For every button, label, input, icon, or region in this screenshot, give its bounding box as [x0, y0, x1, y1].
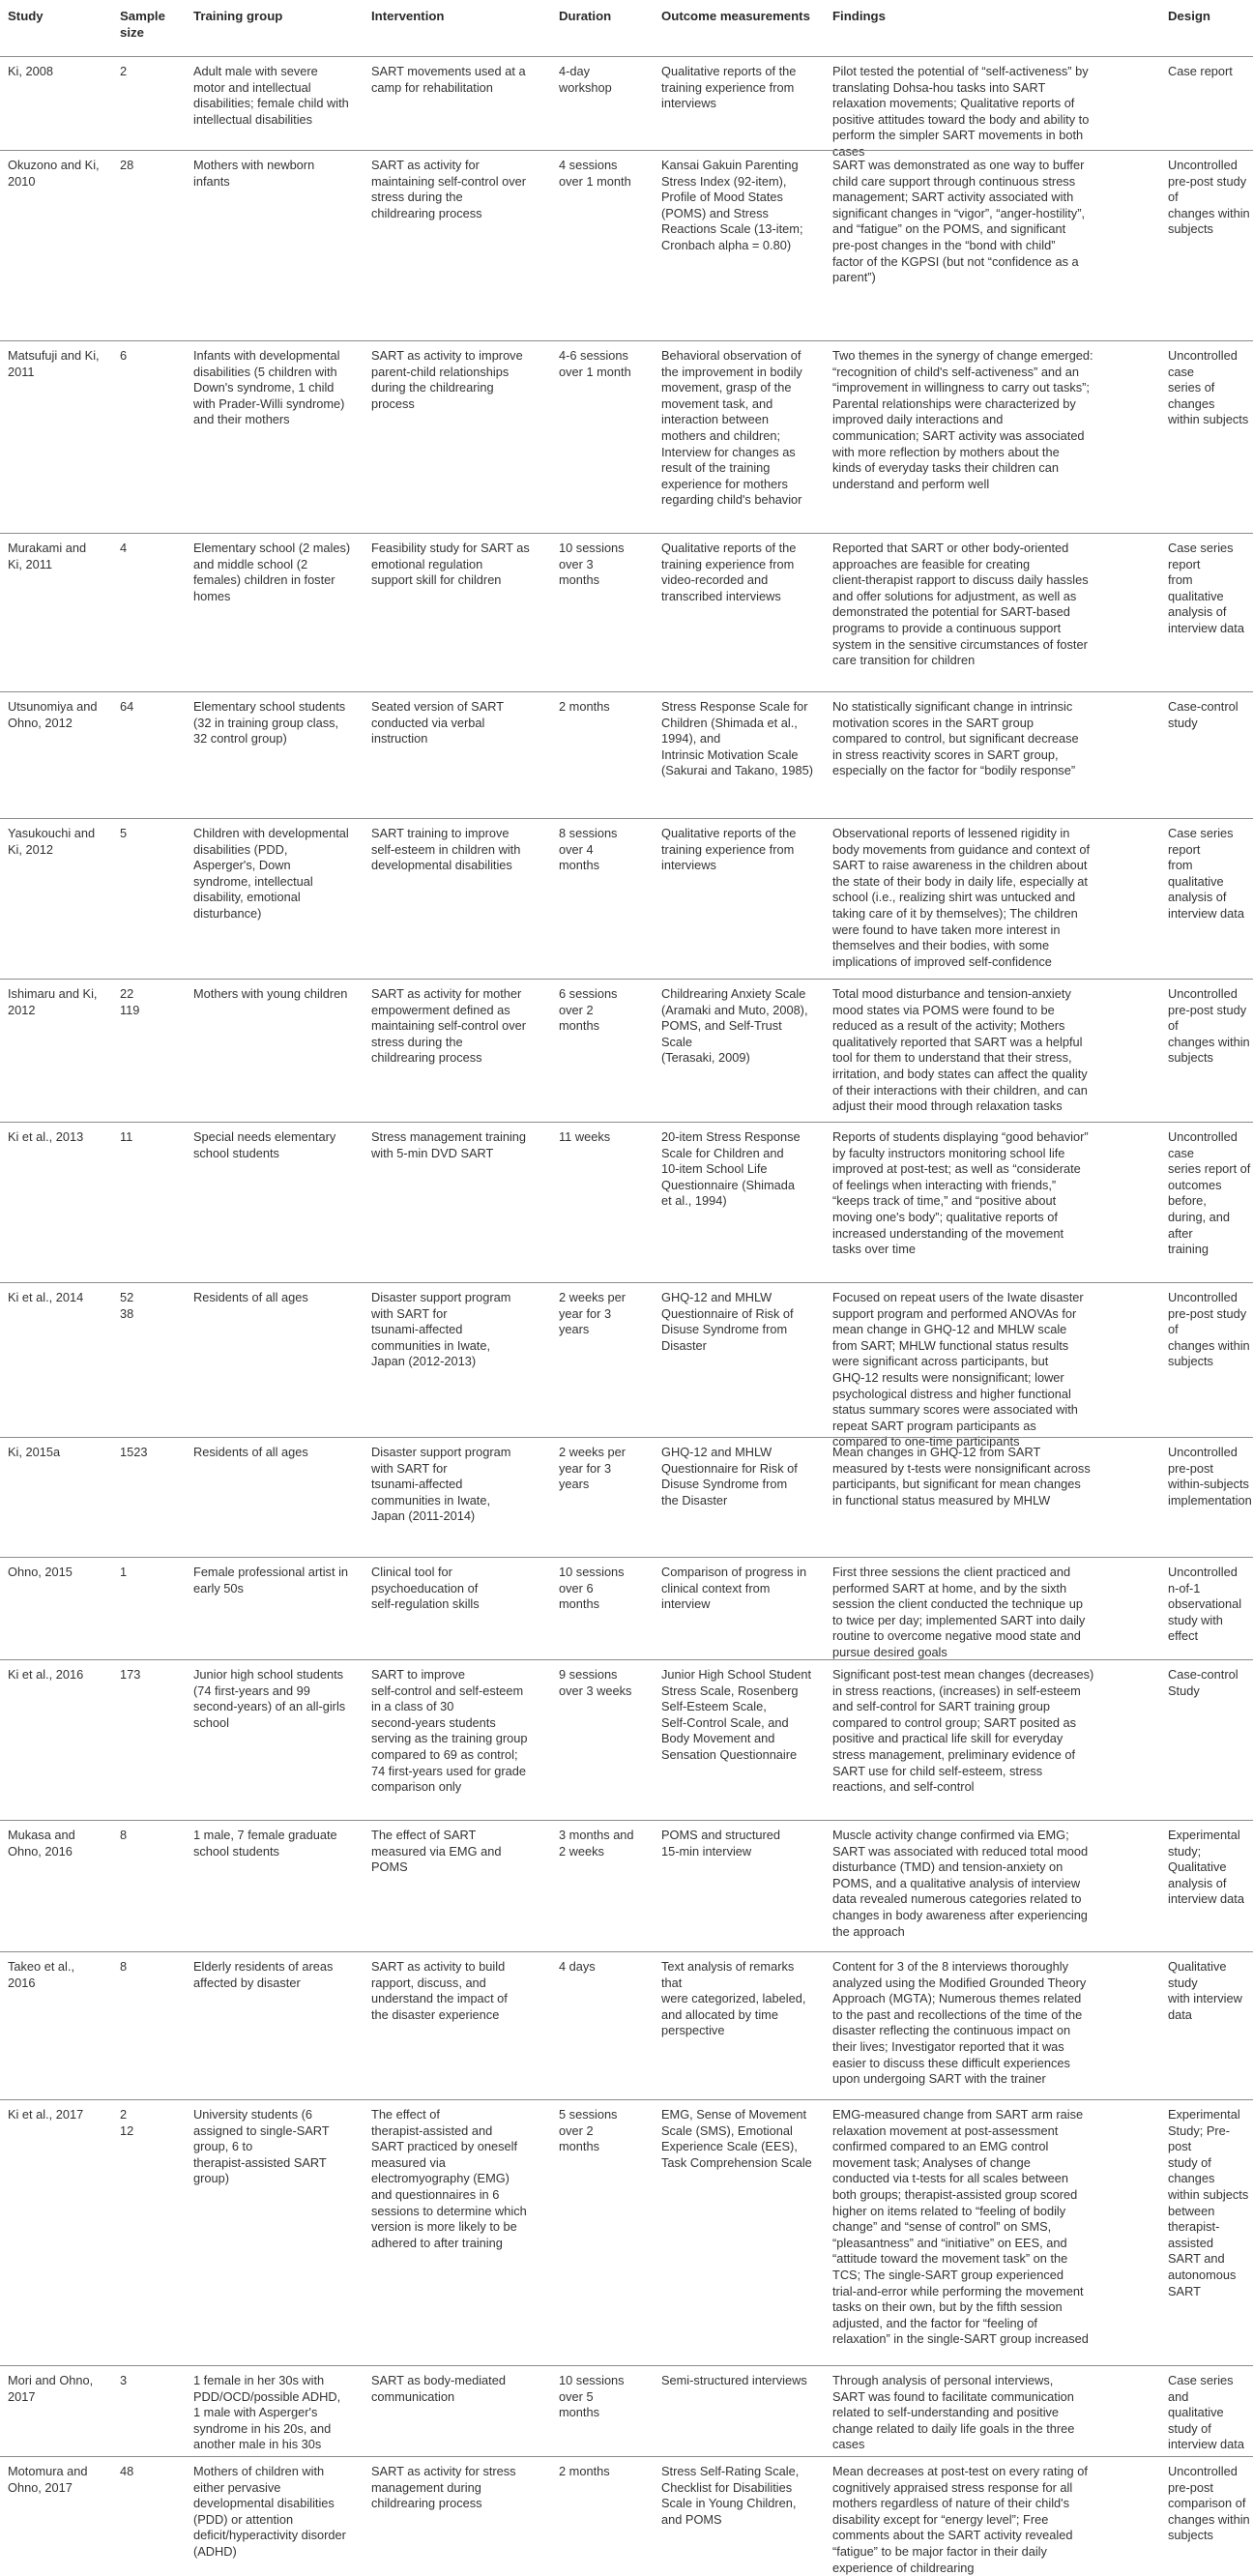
table-row [0, 150, 1253, 341]
cell-intervention: SART as body-mediated communication [371, 2373, 506, 2404]
cell-findings: Total mood disturbance and tension-anxiety mood states via POMS were found to be reduced as a result of the activity; Mothers qualitatively reported that SART was a helpful tool for them to understand that their stress, irritation, and body states can affect the quality of their interactions with their children, and can adjust their mood through relaxation tasks [832, 986, 1088, 1114]
cell-study: Ohno, 2015 [8, 1565, 73, 1579]
cell-design: Uncontrolled pre-post study of changes within subjects [1168, 986, 1250, 1066]
cell-group: University students (6 assigned to single-SART group, 6 to therapist-assisted SART group) [193, 2107, 330, 2186]
table-row [0, 2099, 1253, 2366]
cell-duration: 4 days [559, 1959, 596, 1974]
cell-findings: Muscle activity change confirmed via EMG; SART was associated with reduced total mood disturbance (TMD) and tension-anxiety on POMS, and a qualitative analysis of interview data revealed numerous categories related to changes in body awareness after experiencing the approach [832, 1828, 1089, 1939]
cell-intervention: The effect of therapist-assisted and SART practiced by oneself measured via electromyography (EMG) and questionnaires in 6 sessions to determine which version is more likely to be adhered to after training [371, 2107, 527, 2250]
table-row [0, 340, 1253, 534]
cell-outcome: GHQ-12 and MHLW Questionnaire for Risk of Disuse Syndrome from the Disaster [661, 1445, 798, 1508]
cell-findings: Reported that SART or other body-oriented approaches are feasible for creating client-therapist rapport to discuss daily hassles and offer solutions for adjustment, as well as demonstrated the potential for SART-based programs to provide a continuous support system in the sensitive circumstances of foster care transition for children [832, 541, 1089, 668]
cell-sample: 4 [120, 541, 128, 555]
cell-intervention: SART as activity for mother empowerment defined as maintaining self-control over stress during the childrearing process [371, 986, 527, 1066]
cell-design: Experimental Study; Pre-post study of changes within subjects between therapist-assisted SART and autonomous SART [1168, 2107, 1249, 2298]
cell-design: Case series and qualitative study of interview data [1168, 2373, 1244, 2452]
cell-sample: 52 38 [120, 1290, 134, 1321]
cell-study: Okuzono and Ki, 2010 [8, 158, 100, 189]
cell-study: Mukasa and Ohno, 2016 [8, 1828, 75, 1859]
cell-study: Matsufuji and Ki, 2011 [8, 348, 100, 379]
cell-duration: 4-6 sessions over 1 month [559, 348, 631, 379]
cell-design: Case-control Study [1168, 1667, 1238, 1698]
cell-design: Case report [1168, 64, 1233, 78]
cell-study: Ki et al., 2014 [8, 1290, 84, 1304]
table-row [0, 1122, 1253, 1283]
header-outcome: Outcome measurements [661, 9, 810, 23]
cell-group: Junior high school students (74 first-years and 99 second-years) of an all-girls school [193, 1667, 346, 1730]
cell-group: Infants with developmental disabilities (5 children with Down's syndrome, 1 child with Prader-Willi syndrome) and their mothers [193, 348, 345, 427]
cell-design: Uncontrolled case series report of outcomes before, during, and after training [1168, 1129, 1251, 1257]
cell-study: Motomura and Ohno, 2017 [8, 2464, 88, 2495]
cell-findings: Significant post-test mean changes (decreases) in stress reactions, (increases) in self-esteem and self-control for SART training group compared to control group; SART posited as positive and practical life skill for everyday stress management, preliminary evidence of SART use for child self-esteem, stress reactions, and self-control [832, 1667, 1094, 1795]
cell-sample: 1 [120, 1565, 128, 1579]
cell-group: Residents of all ages [193, 1290, 308, 1304]
cell-study: Ishimaru and Ki, 2012 [8, 986, 98, 1017]
cell-outcome: EMG, Sense of Movement Scale (SMS), Emotional Experience Scale (EES), Task Comprehension Scale [661, 2107, 812, 2170]
cell-intervention: SART as activity for maintaining self-control over stress during the childrearing process [371, 158, 527, 220]
cell-group: Elementary school students (32 in training group class, 32 control group) [193, 699, 346, 746]
table-row [0, 1951, 1253, 2100]
cell-findings: EMG-measured change from SART arm raise relaxation movement at post-assessment confirmed compared to an EMG control movement task; Analyses of change conducted via t-tests for all scales between both groups; therapist-assisted group scored higher on items related to “feeling of bodily change” and “sense of control” on SMS, “pleasantness” and “initiative” on EES, and “attitude toward the movement task” on the TCS; The single-SART group experienced trial-and-error while performing the movement tasks on their own, but by the fifth session adjusted, and the factor for “feeling of relaxation” in the single-SART group increased [832, 2107, 1089, 2347]
cell-sample: 22 119 [120, 986, 140, 1017]
cell-study: Ki et al., 2013 [8, 1129, 84, 1144]
table-row [0, 1437, 1253, 1558]
cell-findings: Two themes in the synergy of change emerged: “recognition of child's self-activeness” and an “improvement in willingness to carry out tasks”; Parental relationships were characterized by improved daily interactions and communication; SART activity was associated with more reflection by mothers about the kinds of everyday tasks their children can understand and perform well [832, 348, 1093, 491]
table-row [0, 2456, 1253, 2575]
cell-duration: 6 sessions over 2 months [559, 986, 618, 1034]
cell-group: Children with developmental disabilities (PDD, Asperger's, Down syndrome, intellectual disability, emotional disturbance) [193, 826, 349, 921]
cell-study: Ki, 2015a [8, 1445, 61, 1459]
table-row [0, 533, 1253, 692]
cell-duration: 10 sessions over 6 months [559, 1565, 625, 1612]
cell-sample: 2 12 [120, 2107, 134, 2138]
cell-duration: 10 sessions over 3 months [559, 541, 625, 588]
cell-duration: 5 sessions over 2 months [559, 2107, 618, 2154]
cell-study: Yasukouchi and Ki, 2012 [8, 826, 96, 857]
cell-group: 1 male, 7 female graduate school students [193, 1828, 337, 1859]
cell-intervention: The effect of SART measured via EMG and POMS [371, 1828, 502, 1875]
cell-study: Ki et al., 2016 [8, 1667, 84, 1682]
cell-group: Residents of all ages [193, 1445, 308, 1459]
cell-design: Uncontrolled case series of changes within subjects [1168, 348, 1249, 427]
cell-duration: 2 weeks per year for 3 years [559, 1445, 626, 1492]
cell-group: Mothers with newborn infants [193, 158, 315, 189]
cell-duration: 4-day workshop [559, 64, 612, 95]
cell-sample: 6 [120, 348, 128, 363]
cell-duration: 10 sessions over 5 months [559, 2373, 625, 2420]
cell-outcome: Stress Response Scale for Children (Shimada et al., 1994), and Intrinsic Motivation Scale (Sakurai and Takano, 1985) [661, 699, 813, 778]
cell-design: Qualitative study with interview data [1168, 1959, 1242, 2022]
cell-findings: SART was demonstrated as one way to buffer child care support through continuous stress management; SART activity associated with significant changes in “vigor”, “anger-hostility”, and “fatigue” on the POMS, and significant pre-post changes in the “bond with child” factor of the KGPSI (but not “confidence as a parent”) [832, 158, 1086, 285]
cell-findings: Reports of students displaying “good behavior” by faculty instructors monitoring school life improved at post-test; as well as “considerate of feelings when interacting with friends,” “keeps track of time,” and “positive about moving one's body”; qualitative reports of increased understanding of the movement tasks over time [832, 1129, 1089, 1257]
cell-design: Case series report from qualitative analysis of interview data [1168, 541, 1244, 635]
cell-intervention: Clinical tool for psychoeducation of self-regulation skills [371, 1565, 480, 1612]
cell-duration: 11 weeks [559, 1129, 611, 1144]
header-intervention: Intervention [371, 9, 445, 23]
cell-design: Uncontrolled pre-post study of changes within subjects [1168, 158, 1250, 237]
cell-sample: 8 [120, 1959, 128, 1974]
header-study: Study [8, 9, 44, 23]
cell-group: Mothers with young children [193, 986, 348, 1001]
table-row [0, 1557, 1253, 1660]
cell-outcome: Behavioral observation of the improvement in bodily movement, grasp of the movement task, and interaction between mothers and children; Interview for changes as result of the training experience for mothers regarding child's behavior [661, 348, 802, 508]
cell-design: Uncontrolled n-of-1 observational study with effect [1168, 1565, 1242, 1644]
cell-intervention: SART movements used at a camp for rehabilitation [371, 64, 526, 95]
cell-sample: 28 [120, 158, 134, 172]
cell-outcome: Junior High School Student Stress Scale, Rosenberg Self-Esteem Scale, Self-Control Scale, and Body Movement and Sensation Questionnaire [661, 1667, 812, 1762]
cell-study: Takeo et al., 2016 [8, 1959, 75, 1990]
cell-outcome: Qualitative reports of the training experience from interviews [661, 64, 797, 111]
table-row [0, 1820, 1253, 1952]
cell-intervention: SART to improve self-control and self-esteem in a class of 30 second-years students serving as the training group compared to 69 as control; 74 first-years used for grade comparison only [371, 1667, 528, 1795]
cell-study: Utsunomiya and Ohno, 2012 [8, 699, 98, 730]
table-row [0, 2365, 1253, 2457]
cell-group: Adult male with severe motor and intellectual disabilities; female child with intellectual disabilities [193, 64, 349, 127]
cell-outcome: Comparison of progress in clinical context from interview [661, 1565, 807, 1612]
header-findings: Findings [832, 9, 886, 23]
cell-study: Ki et al., 2017 [8, 2107, 84, 2122]
cell-duration: 2 months [559, 2464, 610, 2478]
cell-study: Mori and Ohno, 2017 [8, 2373, 94, 2404]
cell-design: Experimental study; Qualitative analysis of interview data [1168, 1828, 1244, 1907]
cell-findings: No statistically significant change in intrinsic motivation scores in the SART group compared to control, but significant decrease in stress reactivity scores in SART group, especially on the factor for “bodily response” [832, 699, 1079, 778]
cell-group: 1 female in her 30s with PDD/OCD/possible ADHD, 1 male with Asperger's syndrome in his 20s, and another male in his 30s [193, 2373, 341, 2452]
cell-findings: Focused on repeat users of the Iwate disaster support program and performed ANOVAs for mean change in GHQ-12 and MHLW scale from SART; MHLW functional status results were significant across participants, but GHQ-12 results were nonsignificant; lower psychological distress and higher functional status summary scores were associated with repeat SART program participants as compared to one-time participants [832, 1290, 1084, 1449]
cell-design: Uncontrolled pre-post comparison of changes within subjects [1168, 2464, 1250, 2543]
cell-sample: 1523 [120, 1445, 148, 1459]
cell-outcome: Stress Self-Rating Scale, Checklist for Disabilities Scale in Young Children, and POMS [661, 2464, 800, 2527]
cell-intervention: Seated version of SART conducted via verbal instruction [371, 699, 505, 746]
cell-intervention: Disaster support program with SART for tsunami-affected communities in Iwate, Japan (2012-2013) [371, 1290, 511, 1369]
cell-outcome: Text analysis of remarks that were categorized, labeled, and allocated by time perspective [661, 1959, 806, 2038]
table-row [0, 818, 1253, 980]
cell-intervention: Stress management training with 5-min DVD SART [371, 1129, 527, 1160]
cell-sample: 5 [120, 826, 128, 840]
cell-sample: 64 [120, 699, 134, 714]
cell-outcome: Qualitative reports of the training experience from video-recorded and transcribed interviews [661, 541, 797, 603]
header-duration: Duration [559, 9, 612, 23]
table-row [0, 979, 1253, 1123]
cell-group: Female professional artist in early 50s [193, 1565, 349, 1595]
cell-intervention: SART training to improve self-esteem in children with developmental disabilities [371, 826, 521, 873]
cell-group: Special needs elementary school students [193, 1129, 336, 1160]
cell-outcome: Qualitative reports of the training experience from interviews [661, 826, 797, 873]
cell-findings: Mean changes in GHQ-12 from SART measured by t-tests were nonsignificant across participants, but significant for mean changes in functional status measured by MHLW [832, 1445, 1091, 1508]
cell-design: Case-control study [1168, 699, 1238, 730]
cell-duration: 4 sessions over 1 month [559, 158, 631, 189]
header-sample-size: Sample size [120, 9, 165, 40]
cell-outcome: Childrearing Anxiety Scale (Aramaki and Muto, 2008), POMS, and Self-Trust Scale (Terasaki, 2009) [661, 986, 808, 1066]
cell-intervention: Feasibility study for SART as emotional regulation support skill for children [371, 541, 530, 588]
table-header [0, 0, 1253, 56]
cell-group: Elementary school (2 males) and middle school (2 females) children in foster homes [193, 541, 351, 603]
cell-design: Uncontrolled pre-post within-subjects implementation [1168, 1445, 1252, 1508]
cell-sample: 173 [120, 1667, 141, 1682]
cell-duration: 8 sessions over 4 months [559, 826, 618, 873]
table-row [0, 691, 1253, 819]
cell-duration: 2 months [559, 699, 610, 714]
cell-group: Mothers of children with either pervasive developmental disabilities (PDD) or attention deficit/hyperactivity disorder (ADHD) [193, 2464, 346, 2559]
cell-design: Case series report from qualitative analysis of interview data [1168, 826, 1244, 921]
table-row [0, 56, 1253, 159]
cell-duration: 2 weeks per year for 3 years [559, 1290, 626, 1337]
cell-findings: Pilot tested the potential of “self-activeness” by translating Dohsa-hou tasks into SART relaxation movements; Qualitative reports of positive attitudes toward the body and ability to perform the simpler SART movements in both cases [832, 64, 1090, 159]
header-design: Design [1168, 9, 1210, 23]
cell-intervention: Disaster support program with SART for tsunami-affected communities in Iwate, Japan (2011-2014) [371, 1445, 511, 1524]
cell-findings: Content for 3 of the 8 interviews thoroughly analyzed using the Modified Grounded Theory Approach (MGTA); Numerous themes related to the past and recollections of the time of the disaster reflecting the continuous impact on their lives; Investigator reported that it was easier to discuss these difficult experiences upon undergoing SART with the trainer [832, 1959, 1087, 2087]
cell-intervention: SART as activity for stress management during childrearing process [371, 2464, 516, 2511]
cell-outcome: GHQ-12 and MHLW Questionnaire of Risk of Disuse Syndrome from Disaster [661, 1290, 794, 1353]
cell-findings: First three sessions the client practiced and performed SART at home, and by the sixth session the client conducted the technique up to twice per day; implemented SART into daily routine to overcome negative mood state and pursue desired goals [832, 1565, 1086, 1659]
cell-study: Murakami and Ki, 2011 [8, 541, 87, 571]
table-row [0, 1282, 1253, 1449]
cell-outcome: POMS and structured 15-min interview [661, 1828, 781, 1859]
cell-outcome: 20-item Stress Response Scale for Children and 10-item School Life Questionnaire (Shimada et al., 1994) [661, 1129, 801, 1209]
cell-design: Uncontrolled pre-post study of changes within subjects [1168, 1290, 1250, 1369]
cell-duration: 3 months and 2 weeks [559, 1828, 634, 1859]
cell-sample: 48 [120, 2464, 134, 2478]
cell-findings: Observational reports of lessened rigidity in body movements from guidance and context of SART to raise awareness in the children about the state of their body in daily life, especially at school (i.e., realizing shirt was untucked and taking care of it by themselves); The children were found to have taken more interest in themselves and their bodies, with some implications of improved self-confidence [832, 826, 1091, 969]
cell-intervention: SART as activity to improve parent-child relationships during the childrearing process [371, 348, 523, 411]
cell-findings: Through analysis of personal interviews, SART was found to facilitate communication related to self-understanding and positive change related to daily life goals in the three cases [832, 2373, 1075, 2452]
cell-sample: 3 [120, 2373, 128, 2387]
cell-duration: 9 sessions over 3 weeks [559, 1667, 632, 1698]
table-row [0, 1659, 1253, 1821]
cell-findings: Mean decreases at post-test on every rating of cognitively appraised stress response for all mothers regardless of nature of their child's disability except for “energy level”; Free comments about the SART activity revealed “fatigue” to be major factor in their daily experience of childrearing [832, 2464, 1088, 2575]
cell-outcome: Semi-structured interviews [661, 2373, 807, 2387]
cell-intervention: SART as activity to build rapport, discuss, and understand the impact of the disaster experience [371, 1959, 508, 2022]
cell-group: Elderly residents of areas affected by disaster [193, 1959, 334, 1990]
cell-sample: 8 [120, 1828, 128, 1842]
cell-outcome: Kansai Gakuin Parenting Stress Index (92-item), Profile of Mood States (POMS) and Stress Reactions Scale (13-item; Cronbach alpha = 0.80) [661, 158, 803, 252]
cell-study: Ki, 2008 [8, 64, 53, 78]
header-training-group: Training group [193, 9, 283, 23]
cell-sample: 2 [120, 64, 128, 78]
cell-sample: 11 [120, 1129, 133, 1144]
